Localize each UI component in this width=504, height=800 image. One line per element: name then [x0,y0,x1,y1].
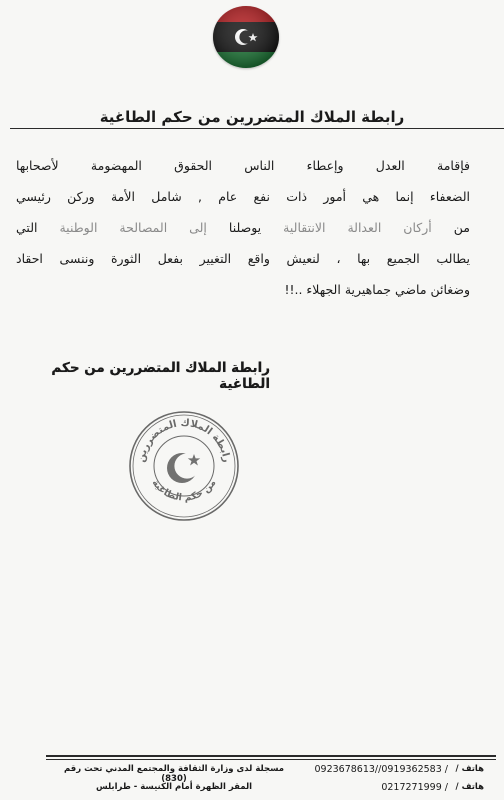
phone-numbers-2: 0217271999 / [381,782,448,793]
letter-body [16,150,470,305]
body-line-1: فإقامة العدل وإعطاء الناس الحقوق المهضومة لأصحابها [16,158,470,173]
body-line-4: يطالب الجميع بها ، لنعيش واقع التغيير بفعل الثورة وننسى احقاد [16,251,470,266]
footer-row-2 [0,782,504,798]
body-line-3-prefix: من [431,220,470,235]
footer-row-1 [0,764,504,784]
body-line-3-suffix: التي [16,220,60,235]
stamp-text-bottom: من حكم الطاغية [149,477,219,504]
body-line-3-mid: يوصلنا [206,220,284,235]
header-divider [10,128,504,129]
body-line-5: وضغائن ماضي جماهيرية الجهلاء ..!! [284,282,470,297]
stamp-text-top: رابطة الملاك المتضررين [136,417,232,464]
body-line-3-faded-b: إلى المصالحة الوطنية [59,220,207,235]
seal-icon [128,410,240,522]
registration-note: مسجلة لدى وزارة الثقافة والمجتمع المدني تحت رقم (830) [63,764,284,784]
address-note: المقر الظهرة أمام الكنيسة - طرابلس [95,782,253,792]
body-line-3-faded-a: أركان العدالة الانتقالية [283,220,432,235]
organization-title: رابطة الملاك المتضررين من حكم الطاغية [99,108,405,126]
organization-stamp [128,410,240,522]
phone-label-1: هاتف / [455,764,484,774]
phone-label-2: هاتف / [455,782,484,792]
signature-line: رابطة الملاك المتضررين من حكم الطاغية [51,360,270,392]
body-line-2: الضعفاء إنما هي أمور ذات نفع عام , شامل الأمة وركن رئيسي [16,189,470,204]
footer-divider-thick [46,755,496,757]
flag-crescent-star-icon [213,6,279,68]
phone-numbers-1: 0923678613//0919362583 / [314,764,448,775]
footer-divider-thin [46,759,496,760]
libya-emblem-logo [213,6,279,68]
body-line-3 [16,212,470,243]
